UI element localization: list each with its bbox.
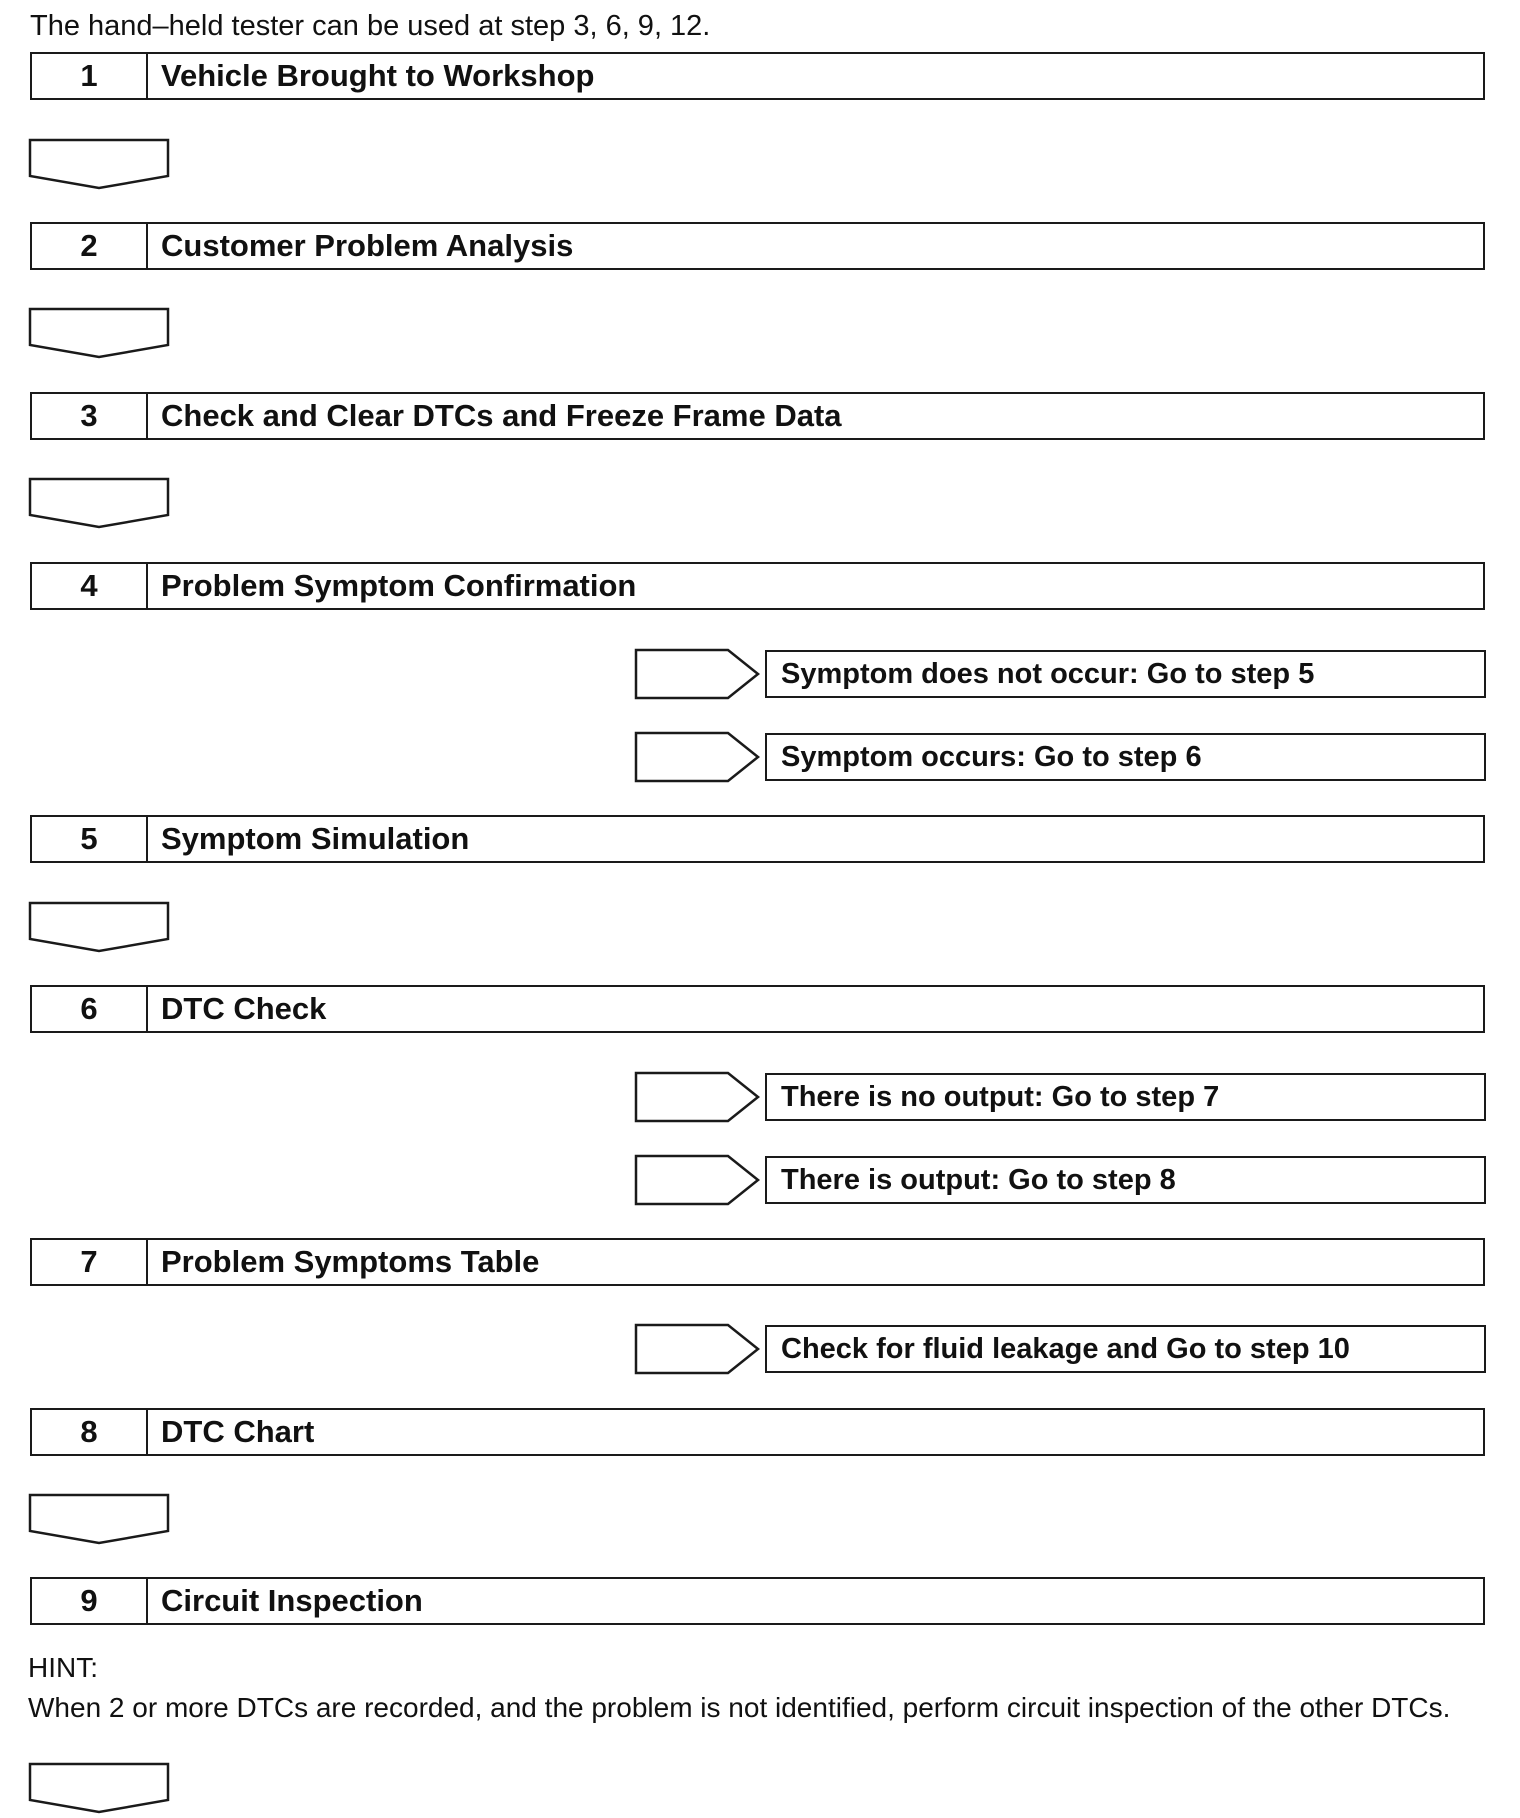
- branch-box: There is output: Go to step 8: [765, 1156, 1486, 1204]
- down-arrow-icon: [28, 138, 170, 190]
- right-arrow-icon: [634, 1323, 762, 1375]
- step-6-box: [30, 985, 1485, 1033]
- down-arrow-icon: [28, 1493, 170, 1545]
- step-title: DTC Chart: [161, 1414, 315, 1449]
- hint-label: HINT:: [28, 1652, 98, 1683]
- step-number: 8: [32, 1410, 148, 1454]
- step-title: Symptom Simulation: [161, 821, 470, 856]
- right-arrow-icon: [634, 648, 762, 700]
- step-title: DTC Check: [161, 991, 327, 1026]
- right-arrow-icon: [634, 731, 762, 783]
- branch-box: Check for fluid leakage and Go to step 10: [765, 1325, 1486, 1373]
- step-title: Check and Clear DTCs and Freeze Frame Data: [161, 398, 842, 433]
- right-arrow-icon: [634, 1071, 762, 1123]
- step-number: 9: [32, 1579, 148, 1623]
- down-arrow-icon: [28, 477, 170, 529]
- step-number: 6: [32, 987, 148, 1031]
- step-title: Problem Symptom Confirmation: [161, 568, 637, 603]
- step-title: Circuit Inspection: [161, 1583, 423, 1618]
- step-title: Problem Symptoms Table: [161, 1244, 540, 1279]
- step-5-box: [30, 815, 1485, 863]
- step-title: Customer Problem Analysis: [161, 228, 574, 263]
- step-1-box: [30, 52, 1485, 100]
- hint-text: When 2 or more DTCs are recorded, and the problem is not identified, perform circuit inspection of the other DTCs.: [28, 1692, 1451, 1723]
- step-number: 7: [32, 1240, 148, 1284]
- step-number: 5: [32, 817, 148, 861]
- step-number: 1: [32, 54, 148, 98]
- step-7-box: [30, 1238, 1485, 1286]
- branch-box: Symptom occurs: Go to step 6: [765, 733, 1486, 781]
- step-3-box: [30, 392, 1485, 440]
- step-number: 2: [32, 224, 148, 268]
- down-arrow-icon: [28, 1762, 170, 1814]
- step-number: 3: [32, 394, 148, 438]
- branch-box: Symptom does not occur: Go to step 5: [765, 650, 1486, 698]
- step-8-box: [30, 1408, 1485, 1456]
- down-arrow-icon: [28, 307, 170, 359]
- intro-text: The hand–held tester can be used at step 3, 6, 9, 12.: [30, 10, 711, 42]
- step-number: 4: [32, 564, 148, 608]
- down-arrow-icon: [28, 901, 170, 953]
- step-4-box: [30, 562, 1485, 610]
- branch-box: There is no output: Go to step 7: [765, 1073, 1486, 1121]
- step-9-box: [30, 1577, 1485, 1625]
- step-2-box: [30, 222, 1485, 270]
- step-title: Vehicle Brought to Workshop: [161, 58, 595, 93]
- right-arrow-icon: [634, 1154, 762, 1206]
